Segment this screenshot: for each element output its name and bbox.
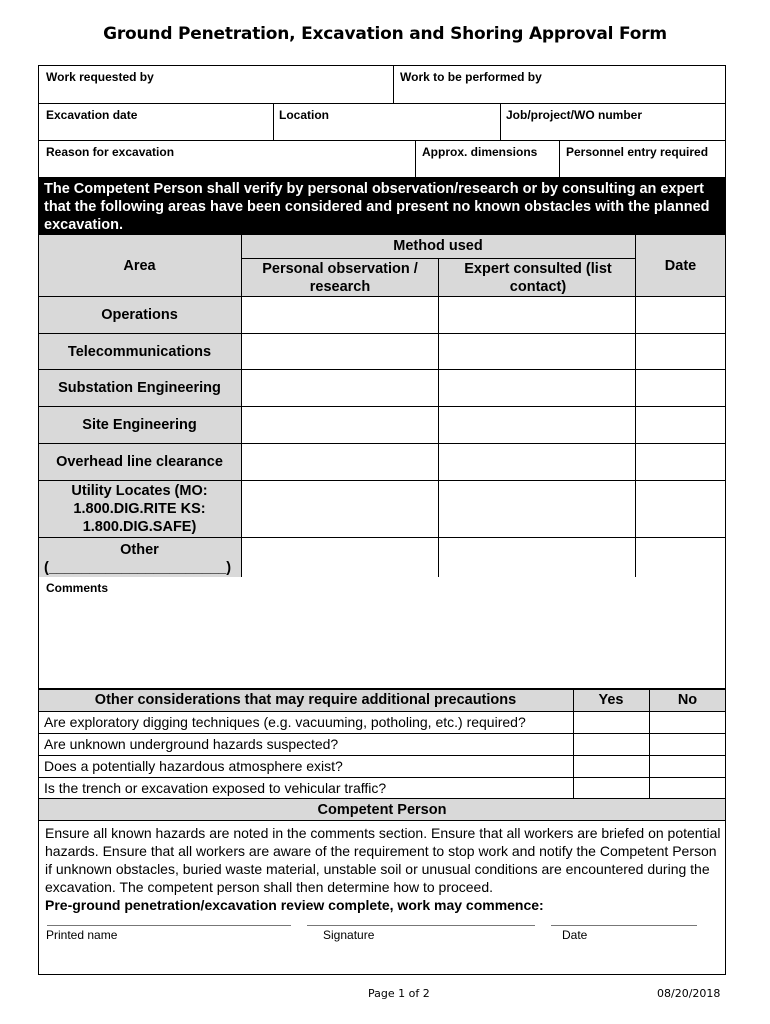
work-requested-by-field[interactable]: Work requested by <box>46 70 154 84</box>
method-used-header: Method used <box>393 238 483 254</box>
area-substation-engineering: Substation Engineering <box>58 380 221 396</box>
area-telecommunications: Telecommunications <box>67 343 212 360</box>
location-field[interactable]: Location <box>279 108 329 122</box>
signature-label: Signature <box>323 928 375 942</box>
printed-name-label: Printed name <box>46 928 118 942</box>
printed-name-line[interactable] <box>47 925 291 926</box>
form-title: Ground Penetration, Excavation and Shoring Approval Form <box>103 24 667 44</box>
question-exploratory-digging: Are exploratory digging techniques (e.g. vacuuming, potholing, etc.) required? <box>44 714 526 730</box>
date-line[interactable] <box>551 925 697 926</box>
area-header: Area <box>123 257 156 274</box>
considerations-header: Other considerations that may require additional precautions <box>94 692 517 708</box>
question-hazardous-atmosphere: Does a potentially hazardous atmosphere exist? <box>44 758 343 774</box>
area-overhead-line: Overhead line clearance <box>56 454 223 470</box>
reason-field[interactable]: Reason for excavation <box>46 145 175 159</box>
instruction-banner: The Competent Person shall verify by personal observation/research or by consulting an expert that the following areas have been considered and present no known obstacles with the planned excavation. <box>38 177 726 235</box>
area-utility-locates: Utility Locates (MO: 1.800.DIG.RITE KS: 1.800.DIG.SAFE) <box>71 483 208 535</box>
area-other-blank[interactable]: (______________________) <box>44 560 232 576</box>
operations-date-cell[interactable] <box>636 297 725 333</box>
competent-person-paragraph: Ensure all known hazards are noted in the comments section. Ensure that all workers are briefed on potential hazards. Ensure that all workers are aware of the requirement to stop work and notify the Competent Person if unknown obstacles, buried waste material, unstable soil or unusual conditions are encountered during the excavation. The competent person shall then determine how to proceed. <box>45 825 721 895</box>
header-fields <box>38 65 726 178</box>
expert-consulted-header: Expert consulted (list contact) <box>464 261 612 295</box>
work-performed-by-field[interactable]: Work to be performed by <box>400 70 542 84</box>
personal-observation-header: Personal observation / research <box>262 261 418 295</box>
area-operations: Operations <box>101 307 178 323</box>
question-unknown-hazards: Are unknown underground hazards suspected? <box>44 736 339 752</box>
yes-header: Yes <box>598 692 624 708</box>
question-vehicular-traffic: Is the trench or excavation exposed to vehicular traffic? <box>44 780 387 796</box>
job-number-field[interactable]: Job/project/WO number <box>506 108 643 122</box>
area-site-engineering: Site Engineering <box>82 417 197 433</box>
personnel-entry-field[interactable]: Personnel entry required <box>566 145 709 159</box>
competent-person-header: Competent Person <box>317 802 447 818</box>
dimensions-field[interactable]: Approx. dimensions <box>422 145 538 159</box>
comments-label: Comments <box>46 581 109 595</box>
signature-line[interactable] <box>307 925 535 926</box>
review-complete-line: Pre-ground penetration/excavation review complete, work may commence: <box>45 897 544 913</box>
considerations-table <box>38 689 726 799</box>
operations-personal-cell[interactable] <box>242 297 438 333</box>
no-checkbox[interactable] <box>650 712 725 733</box>
excavation-date-field[interactable]: Excavation date <box>46 108 138 122</box>
date-label: Date <box>562 928 588 942</box>
page-number: Page 1 of 2 <box>368 987 430 1000</box>
competent-person-section <box>38 799 726 975</box>
operations-expert-cell[interactable] <box>439 297 635 333</box>
area-other: Other <box>120 542 159 558</box>
date-header: Date <box>664 257 697 274</box>
revision-date: 08/20/2018 <box>657 987 721 1000</box>
method-table <box>38 235 726 578</box>
no-header: No <box>677 692 698 708</box>
yes-checkbox[interactable] <box>574 712 649 733</box>
comments-box[interactable] <box>38 577 726 689</box>
